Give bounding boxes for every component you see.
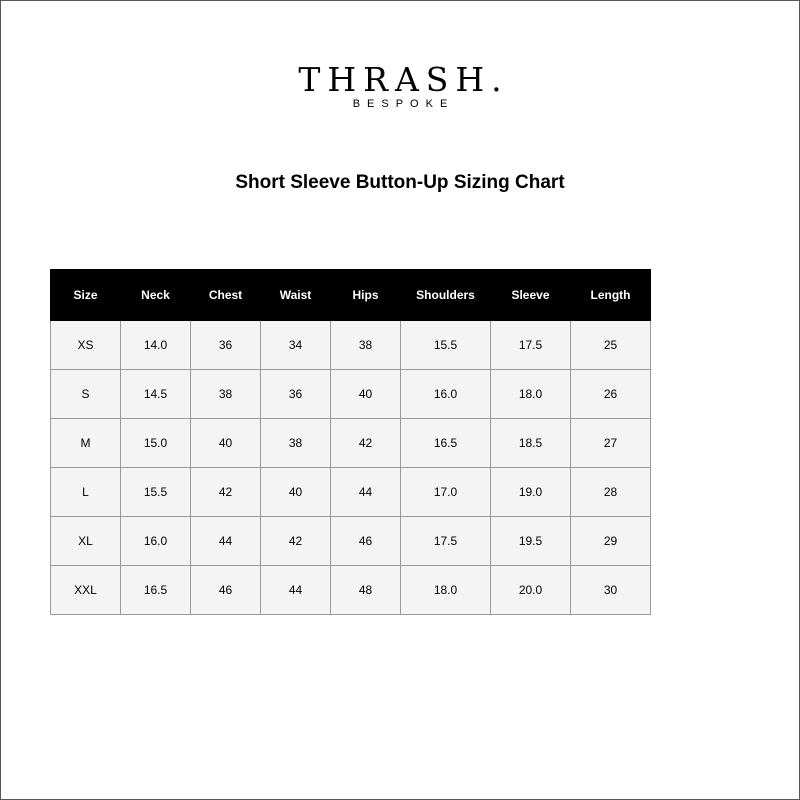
table-cell: 16.5 (121, 566, 191, 615)
table-cell: 44 (191, 517, 261, 566)
table-cell: 34 (261, 321, 331, 370)
header-chest: Chest (191, 270, 261, 321)
table-cell: 48 (331, 566, 401, 615)
table-row (51, 517, 651, 566)
table-cell: 19.5 (491, 517, 571, 566)
table-cell: 27 (571, 419, 651, 468)
table-cell: 28 (571, 468, 651, 517)
table-header-row (51, 270, 651, 321)
table-cell: 29 (571, 517, 651, 566)
table-cell: 42 (331, 419, 401, 468)
table-cell: 40 (191, 419, 261, 468)
table-row (51, 419, 651, 468)
header-sleeve: Sleeve (491, 270, 571, 321)
table-cell: 18.0 (491, 370, 571, 419)
table-cell: 38 (261, 419, 331, 468)
sizing-table (50, 269, 651, 615)
table-cell: 15.0 (121, 419, 191, 468)
header-waist: Waist (261, 270, 331, 321)
table-cell: 36 (261, 370, 331, 419)
table-cell: 40 (331, 370, 401, 419)
table-cell: 44 (261, 566, 331, 615)
table-cell: 25 (571, 321, 651, 370)
table-row (51, 468, 651, 517)
table-cell: 18.0 (401, 566, 491, 615)
table-cell: 36 (191, 321, 261, 370)
table-cell: 42 (191, 468, 261, 517)
table-body (51, 321, 651, 615)
table-cell: 14.5 (121, 370, 191, 419)
table-cell: 20.0 (491, 566, 571, 615)
table-cell: S (51, 370, 121, 419)
table-cell: 16.5 (401, 419, 491, 468)
table-cell: 17.5 (491, 321, 571, 370)
header-hips: Hips (331, 270, 401, 321)
brand-logo (0, 62, 800, 110)
table-cell: 30 (571, 566, 651, 615)
table-cell: 26 (571, 370, 651, 419)
brand-tagline: BESPOKE (352, 98, 455, 110)
table-cell: 44 (331, 468, 401, 517)
table-cell: XL (51, 517, 121, 566)
table-cell: 15.5 (401, 321, 491, 370)
table-cell: 16.0 (401, 370, 491, 419)
table-cell: 38 (191, 370, 261, 419)
header-neck: Neck (121, 270, 191, 321)
table-cell: 42 (261, 517, 331, 566)
table-cell: 46 (191, 566, 261, 615)
table-cell: 46 (331, 517, 401, 566)
table-cell: M (51, 419, 121, 468)
table-cell: L (51, 468, 121, 517)
table-row (51, 321, 651, 370)
table-cell: 16.0 (121, 517, 191, 566)
header-shoulders: Shoulders (401, 270, 491, 321)
table-cell: 18.5 (491, 419, 571, 468)
table-cell: 17.0 (401, 468, 491, 517)
header-size: Size (51, 270, 121, 321)
table-cell: XXL (51, 566, 121, 615)
table-cell: 38 (331, 321, 401, 370)
table-cell: XS (51, 321, 121, 370)
table-cell: 17.5 (401, 517, 491, 566)
table-row (51, 370, 651, 419)
table-row (51, 566, 651, 615)
page-title: Short Sleeve Button-Up Sizing Chart (235, 172, 565, 193)
table-cell: 40 (261, 468, 331, 517)
table-cell: 14.0 (121, 321, 191, 370)
header-length: Length (571, 270, 651, 321)
table-cell: 15.5 (121, 468, 191, 517)
table-cell: 19.0 (491, 468, 571, 517)
brand-name: THRASH. (298, 60, 509, 99)
